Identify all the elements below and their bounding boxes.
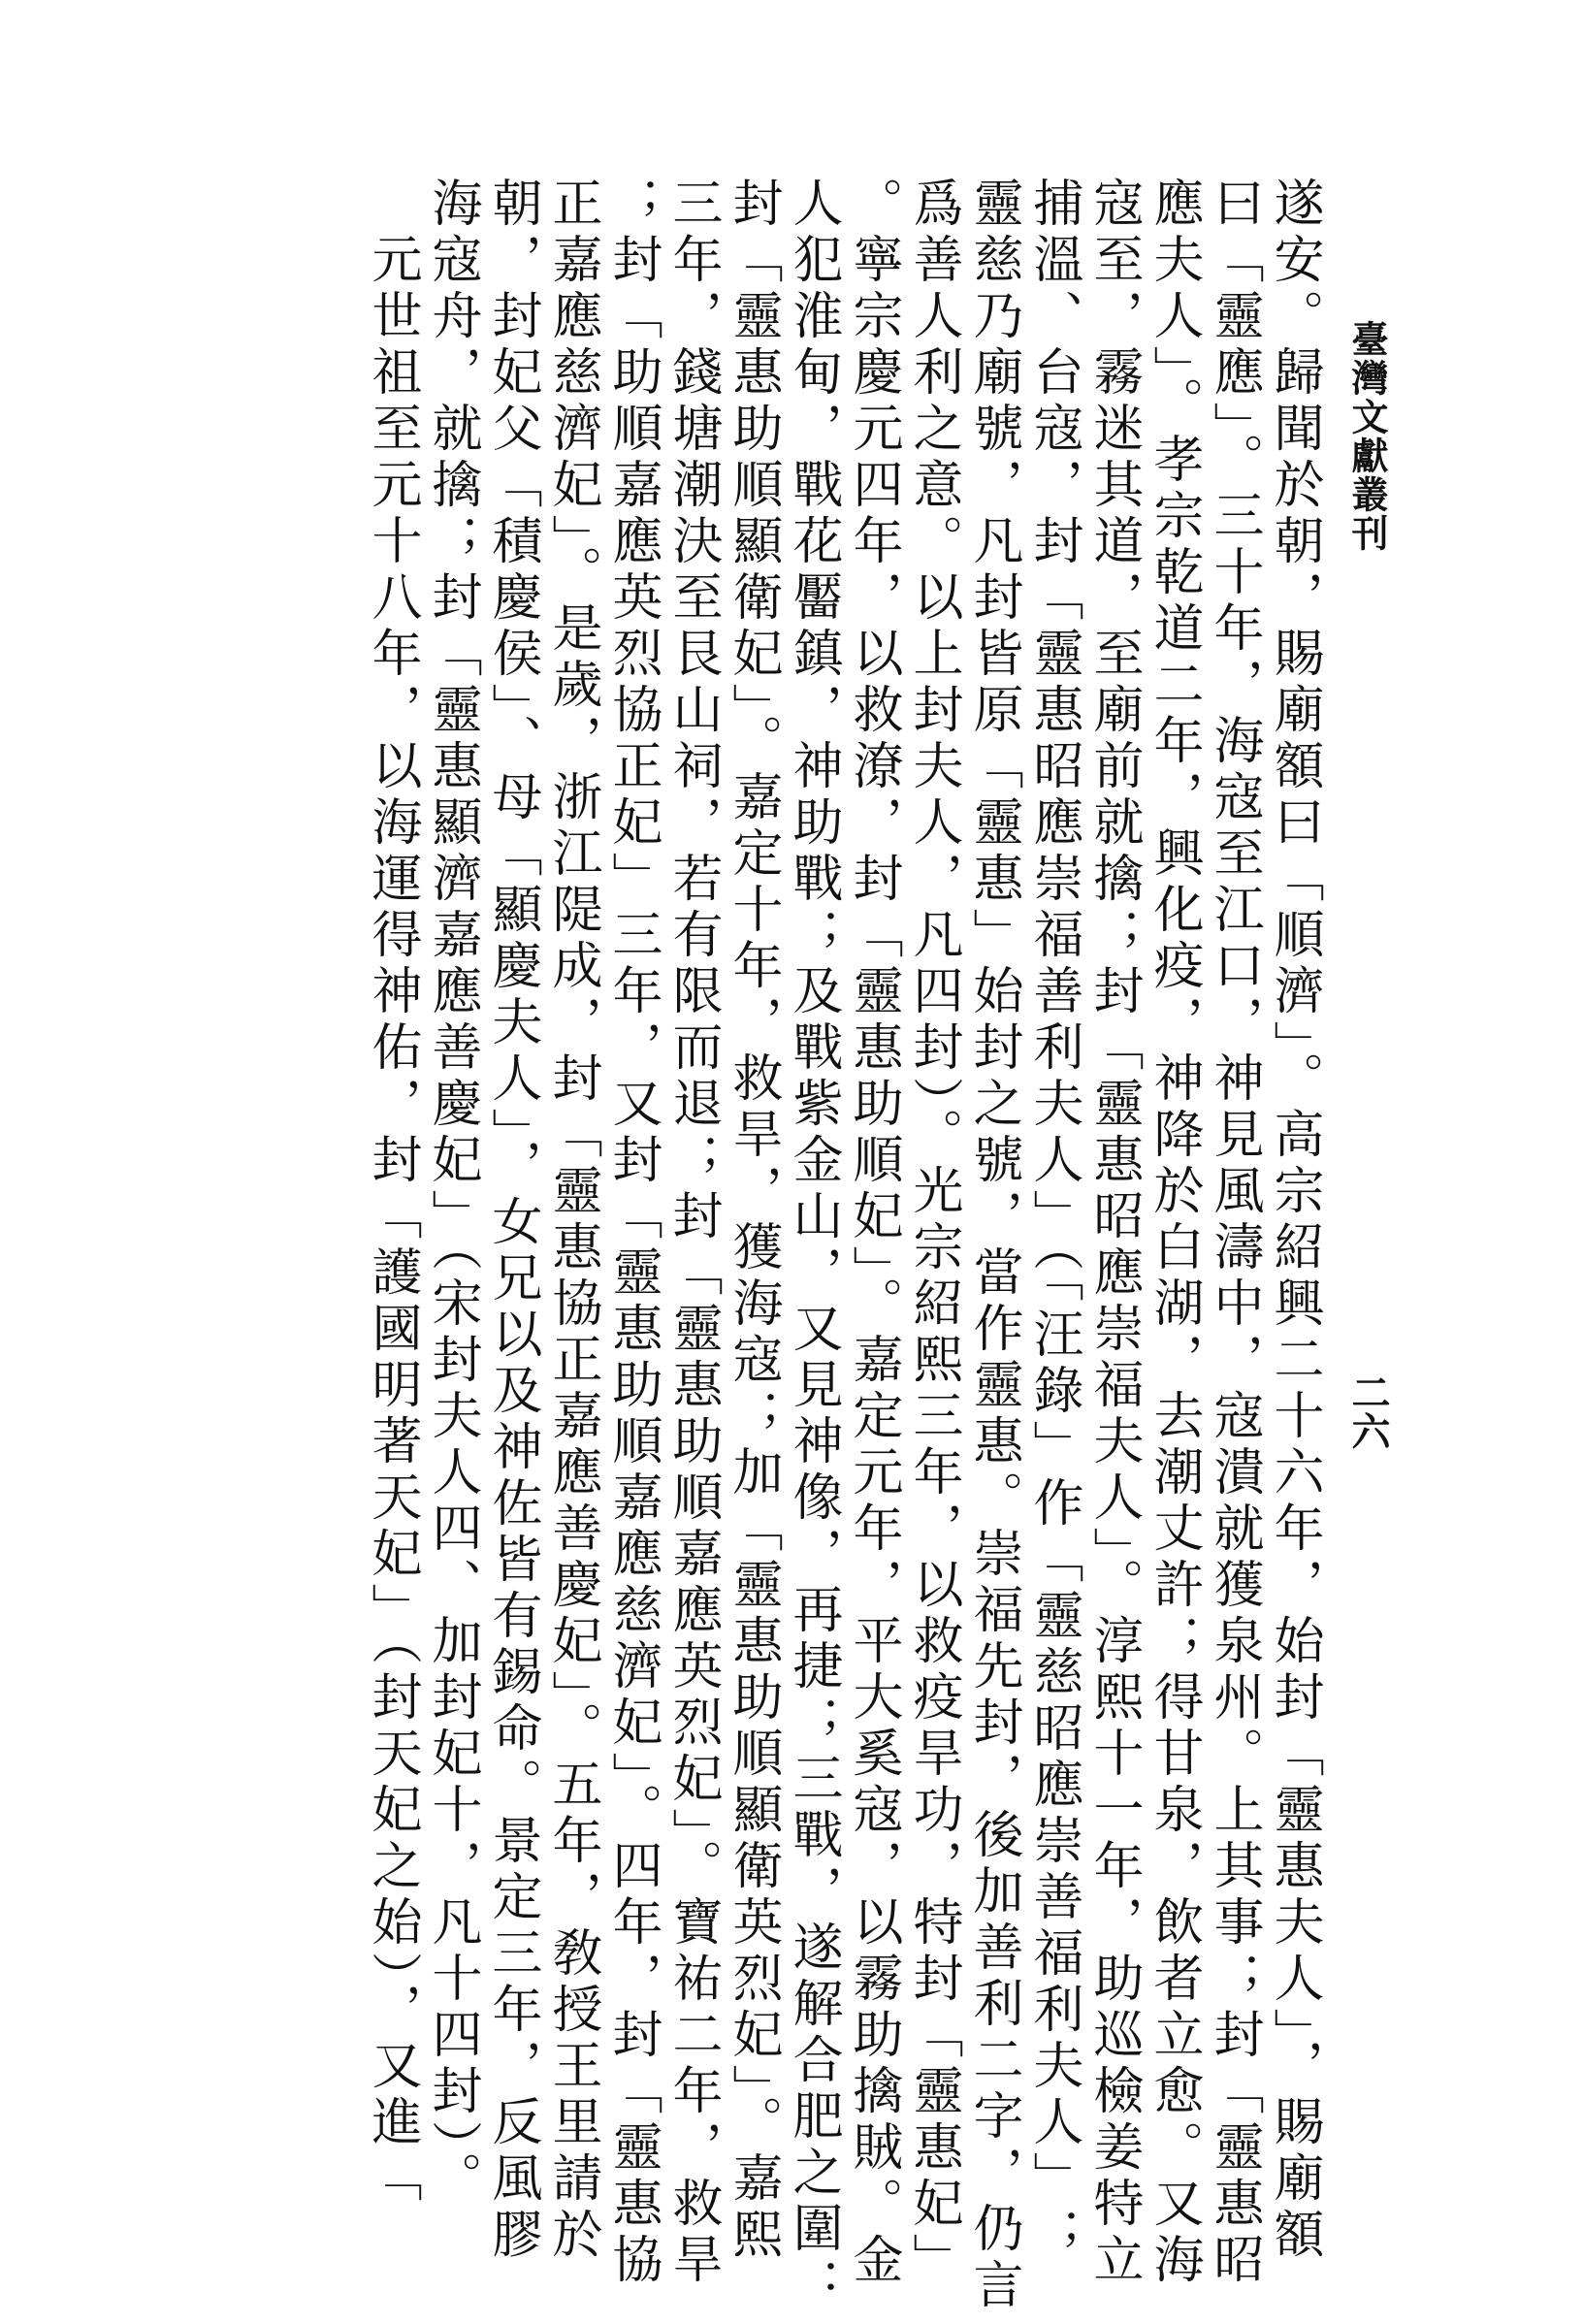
text-column: 元世祖至元十八年，以海運得神佑，封「護國明著天妃」（封天妃之始），又進「	[363, 233, 421, 2208]
text-column: 。寧宗慶元四年，以救潦，封「靈惠助順妃」。嘉定元年，平大奚寇，以霧助擒賊。金	[844, 177, 902, 2289]
text-column: 爲善人利之意。以上封夫人，凡四封）。光宗紹熙三年，以救疫旱功，特封「靈惠妃」	[904, 177, 962, 2289]
text-column: 三年，錢塘潮決至艮山祠，若有限而退；封「靈惠助順嘉應英烈妃」。寶祐二年，救旱	[663, 177, 722, 2289]
text-column: 應夫人」。孝宗乾道二年，興化疫，神降於白湖，去潮丈許；得甘泉，飲者立愈。又海	[1145, 177, 1203, 2289]
text-column: 海寇舟，就擒；封「靈惠顯濟嘉應善慶妃」（宋封夫人四、加封妃十，凡十四封）。	[423, 177, 481, 2208]
text-column: 捕溫、台寇，封「靈惠昭應崇福善利夫人」（「汪錄」作「靈慈昭應崇善福利夫人」；	[1024, 177, 1082, 2264]
text-column: 朝，封妃父「積慶侯」、母「顯慶夫人」，女兄以及神佐皆有錫命。景定三年，反風膠	[483, 177, 541, 2264]
text-column: 封「靈惠助順顯衛妃」。嘉定十年，救旱，獲海寇；加「靈惠助順顯衛英烈妃」。嘉熙	[724, 177, 782, 2264]
text-column: 曰「靈應」。三十年，海寇至江口，神見風濤中，寇潰就獲泉州。上其事；封「靈惠昭	[1205, 177, 1263, 2289]
page-number: 二六	[1345, 1372, 1391, 1450]
text-column: 人犯淮甸，戰花靨鎮，神助戰；及戰紫金山，又見神像，再捷；三戰，遂解合肥之圍：	[784, 177, 842, 2314]
body-text	[179, 177, 1323, 2314]
running-title: 臺灣文獻叢刊	[1345, 320, 1389, 553]
text-column: ；封「助順嘉應英烈協正妃」三年，又封「靈惠助順嘉應慈濟妃」。四年，封「靈惠協	[603, 177, 662, 2289]
text-column: 遂安。歸聞於朝，賜廟額曰「順濟」。高宗紹興二十六年，始封「靈惠夫人」，賜廟額	[1265, 177, 1323, 2264]
text-column: 正嘉應慈濟妃」。是歲，浙江隄成，封「靈惠協正嘉應善慶妃」。五年，敎授王里請於	[543, 177, 601, 2264]
text-column: 寇至，霧迷其道，至廟前就擒；封「靈惠昭應崇福夫人」。淳熙十一年，助巡檢姜特立	[1084, 177, 1143, 2289]
text-column: 靈慈乃廟號，凡封皆原「靈惠」始封之號，當作靈惠。崇福先封，後加善利二字，仍言	[964, 177, 1022, 2314]
